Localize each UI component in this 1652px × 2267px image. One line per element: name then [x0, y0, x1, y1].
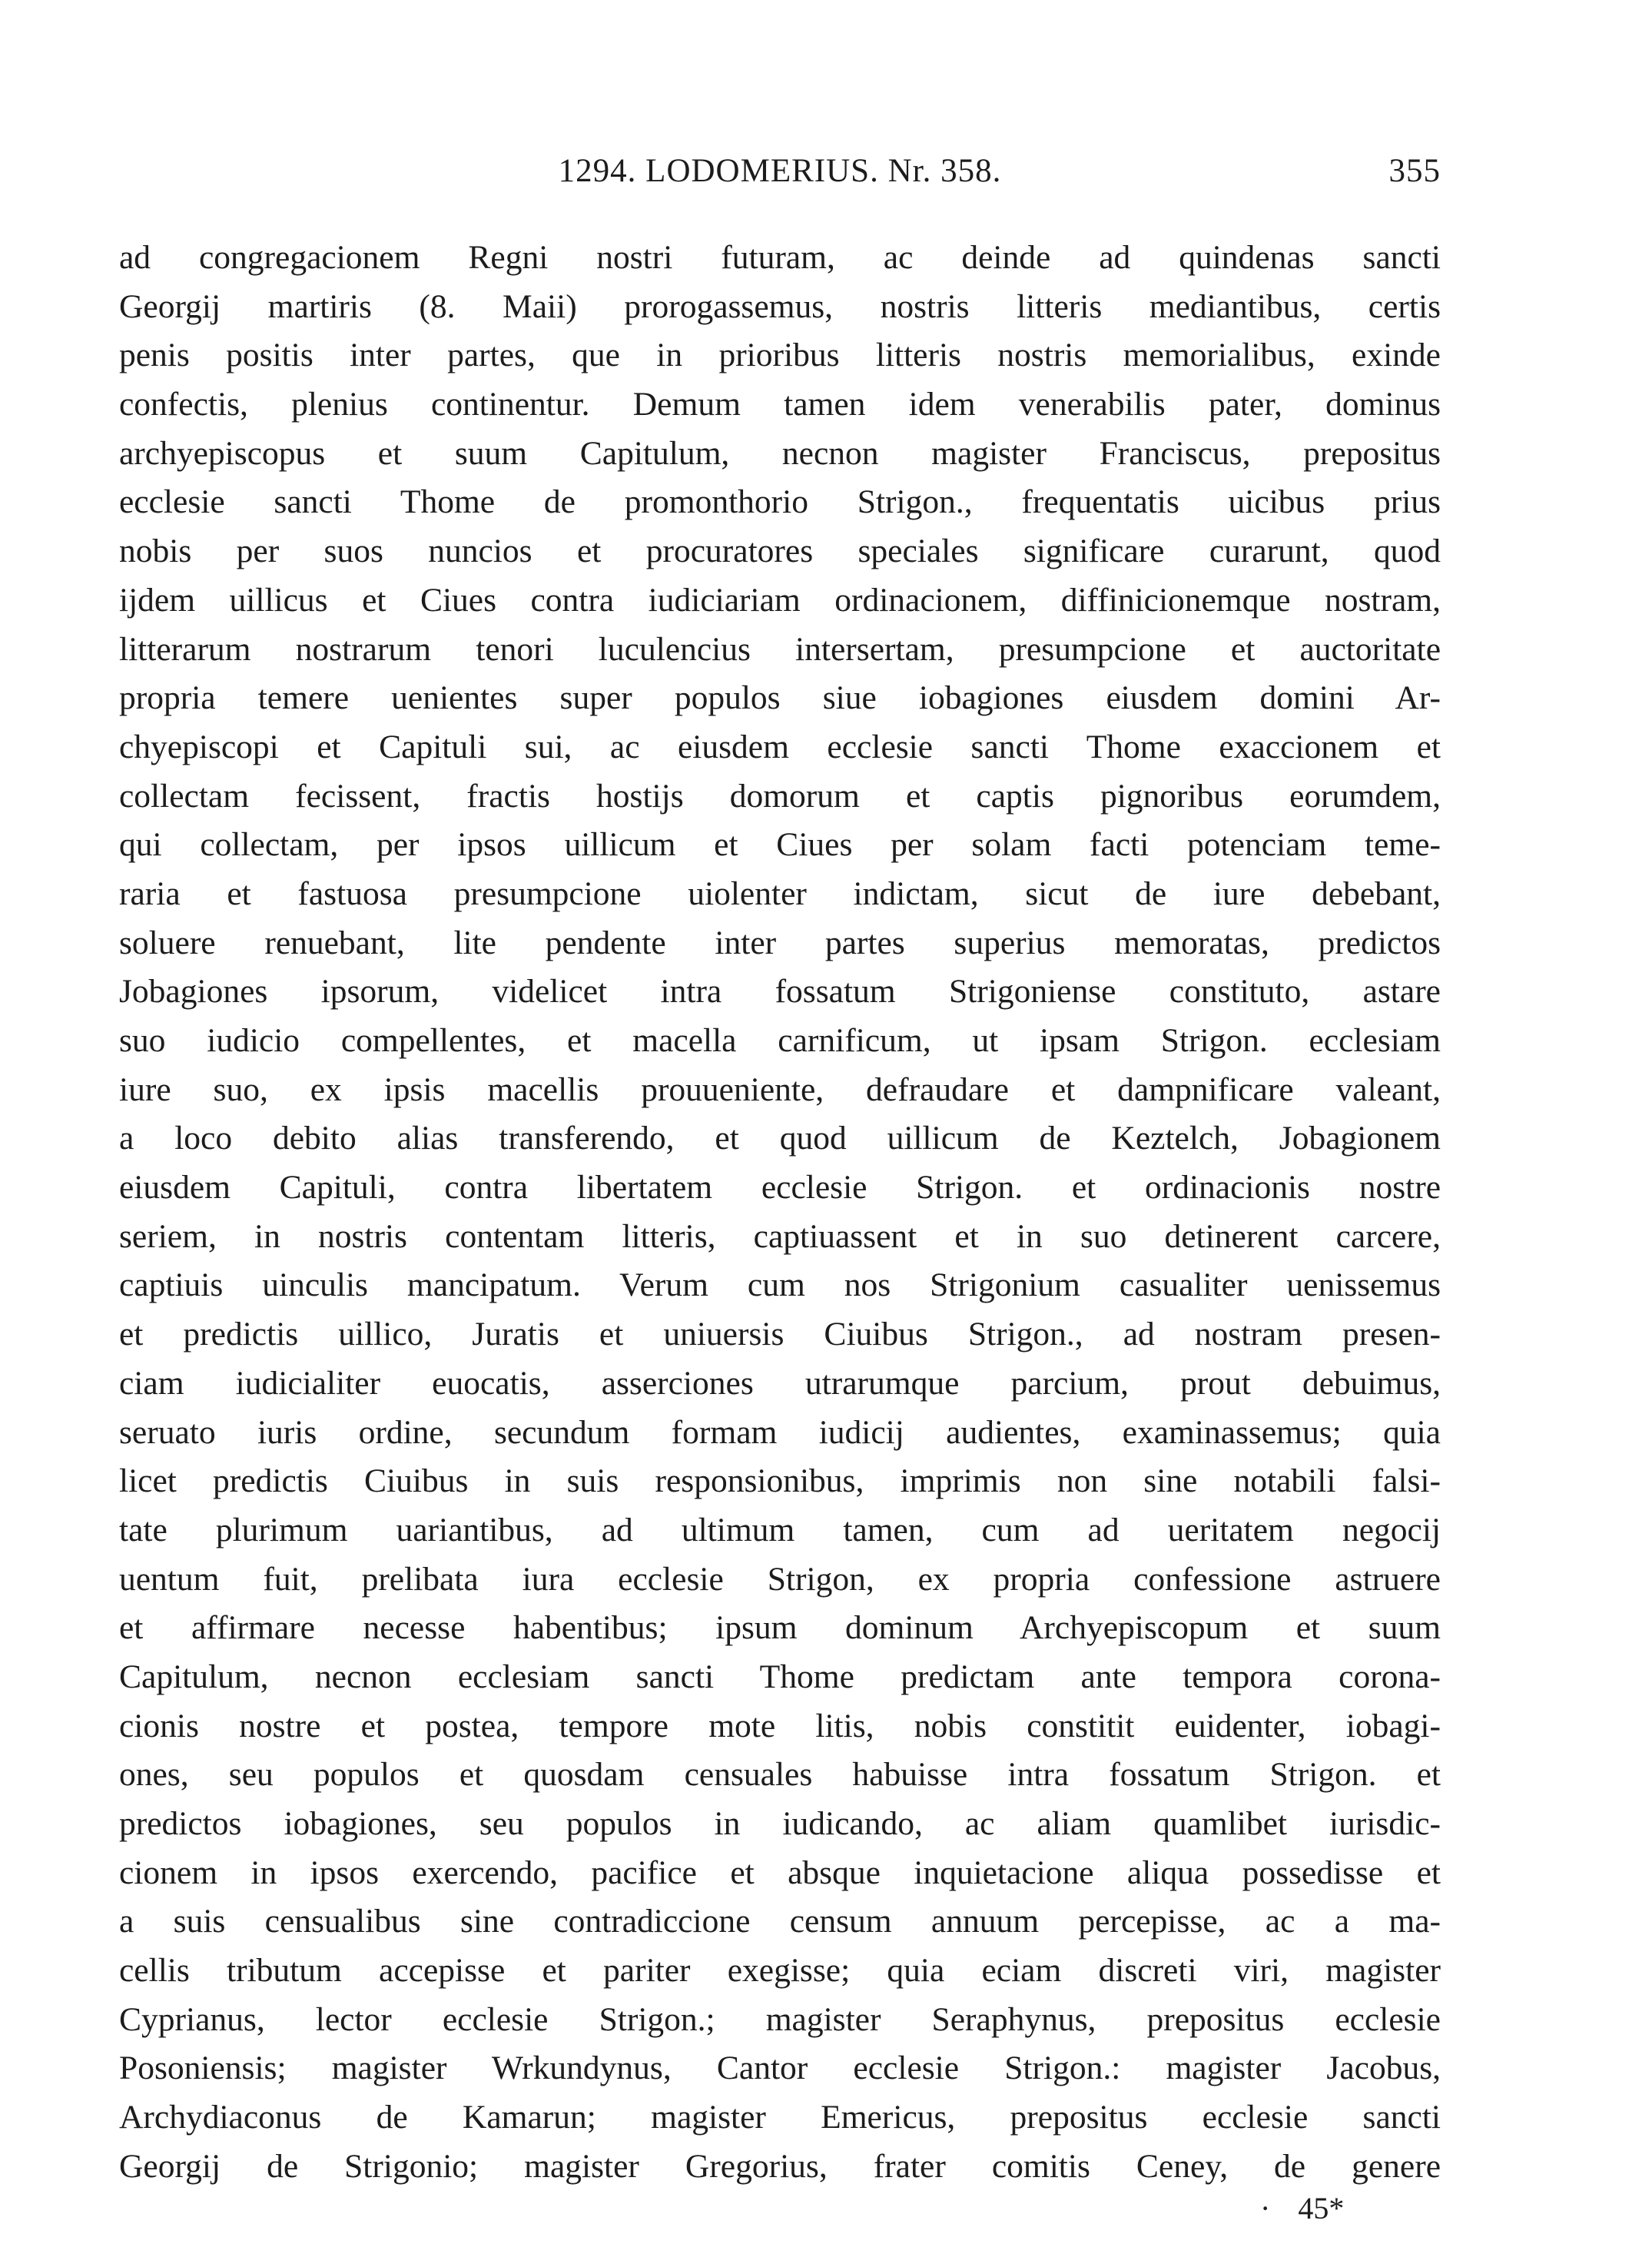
- text-line: suo iudicio compellentes, et macella carnificum, ut ipsam Strigon. ecclesiam: [119, 1022, 1441, 1059]
- text-line: ijdem uillicus et Ciues contra iudiciariam ordinacionem, diffinicionemque nostram,: [119, 581, 1441, 619]
- text-line: qui collectam, per ipsos uillicum et Ciues per solam facti potenciam teme-: [119, 826, 1441, 864]
- text-line: seruato iuris ordine, secundum formam iudicij audientes, examinassemus; quia: [119, 1413, 1441, 1451]
- text-line: eiusdem Capituli, contra libertatem ecclesie Strigon. et ordinacionis nostre: [119, 1169, 1441, 1207]
- text-line: et affirmare necesse habentibus; ipsum dominum Archyepiscopum et suum: [119, 1609, 1441, 1647]
- text-line: collectam fecissent, fractis hostijs domorum et captis pignoribus eorumdem,: [119, 777, 1441, 815]
- text-line: Archydiaconus de Kamarun; magister Emericus, prepositus ecclesie sancti: [119, 2099, 1441, 2136]
- signature-number: 45*: [1298, 2191, 1345, 2226]
- text-line: seriem, in nostris contentam litteris, captiuassent et in suo detinerent carcere,: [119, 1217, 1441, 1255]
- text-line: iure suo, ex ipsis macellis prouueniente, defraudare et dampnificare valeant,: [119, 1070, 1441, 1108]
- signature-mark: [1260, 2190, 1344, 2226]
- text-line: archyepiscopus et suum Capitulum, necnon magister Franciscus, prepositus: [119, 434, 1441, 472]
- text-line: et predictis uillico, Juratis et uniuersis Ciuibus Strigon., ad nostram presen-: [119, 1316, 1441, 1353]
- page-header: [119, 152, 1441, 198]
- text-line: soluere renuebant, lite pendente inter partes superius memoratas, predictos: [119, 924, 1441, 961]
- body-text: [119, 234, 1441, 2192]
- text-line: propria temere uenientes super populos siue iobagiones eiusdem domini Ar-: [119, 679, 1441, 717]
- text-line: a loco debito alias transferendo, et quod uillicum de Keztelch, Jobagionem: [119, 1120, 1441, 1157]
- text-line: nobis per suos nuncios et procuratores speciales significare curarunt, quod: [119, 533, 1441, 570]
- text-line: Georgij martiris (8. Maii) prorogassemus, nostris litteris mediantibus, certis: [119, 287, 1441, 325]
- text-line: chyepiscopi et Capituli sui, ac eiusdem ecclesie sancti Thome exaccionem et: [119, 728, 1441, 765]
- running-head: 1294. LODOMERIUS. Nr. 358.: [558, 153, 1002, 189]
- text-line: cionis nostre et postea, tempore mote litis, nobis constitit euidenter, iobagi-: [119, 1707, 1441, 1744]
- text-line: Georgij de Strigonio; magister Gregorius, frater comitis Ceney, de genere: [119, 2147, 1441, 2185]
- text-line: cionem in ipsos exercendo, pacifice et absque inquietacione aliqua possedisse et: [119, 1854, 1441, 1891]
- text-line: ones, seu populos et quosdam censuales habuisse intra fossatum Strigon. et: [119, 1756, 1441, 1794]
- text-line: litterarum nostrarum tenori luculencius intersertam, presumpcione et auctoritate: [119, 630, 1441, 668]
- text-line: Capitulum, necnon ecclesiam sancti Thome predictam ante tempora corona-: [119, 1658, 1441, 1695]
- text-line: penis positis inter partes, que in prioribus litteris nostris memorialibus, exinde: [119, 337, 1441, 374]
- page-number: 355: [1388, 153, 1441, 189]
- text-line: Jobagiones ipsorum, videlicet intra fossatum Strigoniense constituto, astare: [119, 973, 1441, 1011]
- text-line: confectis, plenius continentur. Demum tamen idem venerabilis pater, dominus: [119, 386, 1441, 423]
- signature-dot: ·: [1260, 2191, 1271, 2226]
- text-line: captiuis uinculis mancipatum. Verum cum nos Strigonium casualiter uenissemus: [119, 1266, 1441, 1304]
- text-line: ciam iudicialiter euocatis, asserciones utrarumque parcium, prout debuimus,: [119, 1364, 1441, 1402]
- text-line: ecclesie sancti Thome de promonthorio Strigon., frequentatis uicibus prius: [119, 483, 1441, 521]
- text-line: cellis tributum accepisse et pariter exegisse; quia eciam discreti viri, magister: [119, 1952, 1441, 1990]
- text-line: tate plurimum uariantibus, ad ultimum tamen, cum ad ueritatem negocij: [119, 1511, 1441, 1548]
- text-line: licet predictis Ciuibus in suis responsionibus, imprimis non sine notabili falsi-: [119, 1462, 1441, 1500]
- text-line: a suis censualibus sine contradiccione censum annuum percepisse, ac a ma-: [119, 1903, 1441, 1940]
- text-line: ad congregacionem Regni nostri futuram, ac deinde ad quindenas sancti: [119, 239, 1441, 276]
- text-line: uentum fuit, prelibata iura ecclesie Strigon, ex propria confessione astruere: [119, 1560, 1441, 1598]
- text-line: raria et fastuosa presumpcione uiolenter indictam, sicut de iure debebant,: [119, 875, 1441, 912]
- text-line: predictos iobagiones, seu populos in iudicando, ac aliam quamlibet iurisdic-: [119, 1805, 1441, 1842]
- text-line: Cyprianus, lector ecclesie Strigon.; magister Seraphynus, prepositus ecclesie: [119, 2000, 1441, 2038]
- text-line: Posoniensis; magister Wrkundynus, Cantor ecclesie Strigon.: magister Jacobus,: [119, 2050, 1441, 2087]
